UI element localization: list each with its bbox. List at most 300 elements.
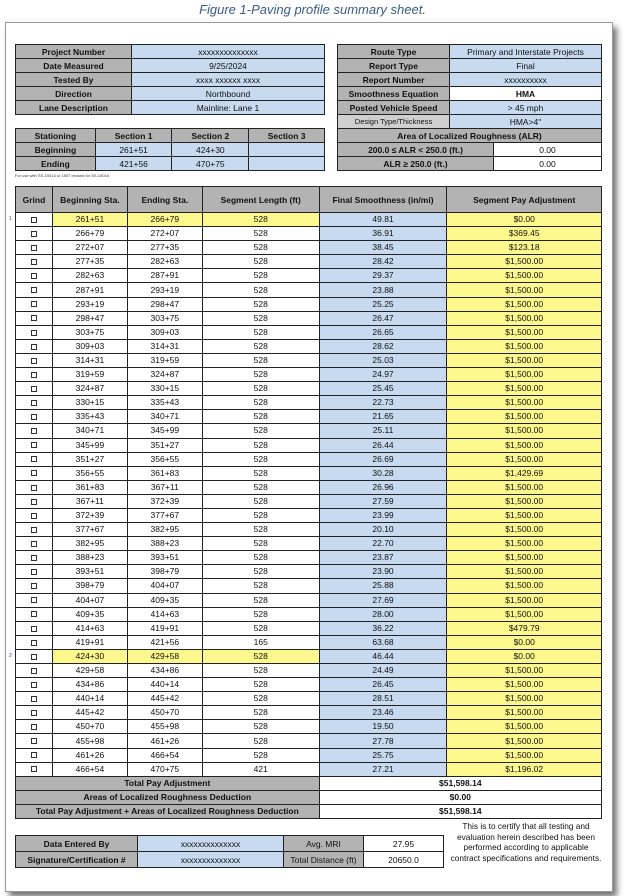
- grind-checkbox[interactable]: [31, 470, 37, 476]
- grind-checkbox[interactable]: [31, 315, 37, 321]
- final-smoothness: 23.87: [319, 551, 447, 565]
- grind-cell: [16, 452, 53, 466]
- project-info-table: [15, 44, 325, 115]
- ending-station: 361+83: [127, 466, 202, 480]
- beginning-station: 450+70: [52, 720, 127, 734]
- grind-cell: [16, 494, 53, 508]
- ending-station: 393+51: [127, 551, 202, 565]
- final-smoothness: 22.73: [319, 396, 447, 410]
- segment-row: [16, 269, 602, 283]
- segment-pay-adjustment: $1,500.00: [447, 325, 602, 339]
- grind-cell: [16, 621, 53, 635]
- final-smoothness: 24.49: [319, 664, 447, 678]
- beginning-station: 414+63: [52, 621, 127, 635]
- segment-length: 528: [202, 508, 319, 522]
- grind-cell: [16, 283, 53, 297]
- segment-length: 528: [202, 607, 319, 621]
- segment-pay-adjustment: $0.00: [447, 649, 602, 663]
- beginning-station: 440+14: [52, 692, 127, 706]
- segment-row: [16, 734, 602, 748]
- grind-checkbox[interactable]: [31, 640, 37, 646]
- beginning-station: 340+71: [52, 424, 127, 438]
- final-smoothness: 25.45: [319, 382, 447, 396]
- beginning-station: 429+58: [52, 664, 127, 678]
- segment-pay-adjustment: $1,196.02: [447, 762, 602, 776]
- totals-row: [16, 804, 602, 818]
- segment-length: 528: [202, 269, 319, 283]
- alr-range-label: 200.0 ≤ ALR < 250.0 (ft.): [338, 143, 494, 157]
- grind-cell: [16, 565, 53, 579]
- stationing-label: Ending: [16, 157, 96, 171]
- col-beginning-sta: Beginning Sta.: [52, 187, 127, 213]
- final-smoothness: 25.25: [319, 297, 447, 311]
- final-smoothness: 46.44: [319, 649, 447, 663]
- segment-length: 528: [202, 678, 319, 692]
- ending-station: 287+91: [127, 269, 202, 283]
- final-smoothness: 28.42: [319, 255, 447, 269]
- grind-cell: [16, 480, 53, 494]
- segment-row: [16, 368, 602, 382]
- segment-pay-adjustment: $1,500.00: [447, 678, 602, 692]
- totals-value: $51,598.14: [319, 776, 601, 790]
- grind-checkbox[interactable]: [31, 301, 37, 307]
- grind-cell: [16, 339, 53, 353]
- segment-length: 528: [202, 480, 319, 494]
- segment-pay-adjustment: $1,500.00: [447, 748, 602, 762]
- segment-length: 528: [202, 438, 319, 452]
- col-ending-sta: Ending Sta.: [127, 187, 202, 213]
- segment-row: [16, 438, 602, 452]
- beginning-station: 398+79: [52, 579, 127, 593]
- route-field-label: Route Type: [338, 45, 450, 59]
- segment-length: 528: [202, 537, 319, 551]
- spec-note: For use with SS-15013 or 1507 revised for SS-15016: [15, 173, 110, 178]
- segment-pay-adjustment: $1,429.69: [447, 466, 602, 480]
- grind-checkbox[interactable]: [31, 738, 37, 744]
- segment-pay-adjustment: $123.18: [447, 241, 602, 255]
- grind-checkbox[interactable]: [31, 217, 37, 223]
- grind-checkbox[interactable]: [31, 372, 37, 378]
- final-smoothness: 28.00: [319, 607, 447, 621]
- grind-checkbox[interactable]: [31, 344, 37, 350]
- ending-station: 314+31: [127, 339, 202, 353]
- segment-row: [16, 762, 602, 776]
- final-smoothness: 28.62: [319, 339, 447, 353]
- beginning-station: 287+91: [52, 283, 127, 297]
- alr-row: [338, 143, 602, 157]
- segment-row: [16, 593, 602, 607]
- segment-length: 421: [202, 762, 319, 776]
- route-row: [338, 59, 602, 73]
- final-smoothness: 26.96: [319, 480, 447, 494]
- final-smoothness: 36.91: [319, 227, 447, 241]
- ending-station: 303+75: [127, 311, 202, 325]
- project-row: [16, 45, 325, 59]
- alr-value: 0.00: [494, 143, 602, 157]
- beginning-station: 377+67: [52, 523, 127, 537]
- final-smoothness: 49.81: [319, 213, 447, 227]
- segment-length: 528: [202, 664, 319, 678]
- ending-station: 455+98: [127, 720, 202, 734]
- beginning-station: 393+51: [52, 565, 127, 579]
- segment-row: [16, 635, 602, 649]
- ending-station: 377+67: [127, 508, 202, 522]
- route-field-value: HMA: [450, 87, 602, 101]
- grind-checkbox[interactable]: [31, 654, 37, 660]
- grind-cell: [16, 410, 53, 424]
- grind-checkbox[interactable]: [31, 245, 37, 251]
- grind-checkbox[interactable]: [31, 752, 37, 758]
- ending-station: 330+15: [127, 382, 202, 396]
- figure-caption: Figure 1-Paving profile summary sheet.: [199, 2, 426, 17]
- ending-station: 293+19: [127, 283, 202, 297]
- segment-row: [16, 494, 602, 508]
- segment-length: 528: [202, 227, 319, 241]
- ending-station: 282+63: [127, 255, 202, 269]
- segment-row: [16, 297, 602, 311]
- grind-checkbox[interactable]: [31, 287, 37, 293]
- project-field-value: xxxx xxxxxx xxxx: [132, 73, 325, 87]
- grind-checkbox[interactable]: [31, 527, 37, 533]
- grind-cell: [16, 227, 53, 241]
- segment-pay-adjustment: $1,500.00: [447, 551, 602, 565]
- segment-row: [16, 382, 602, 396]
- segment-pay-adjustment: $1,500.00: [447, 480, 602, 494]
- grind-cell: [16, 706, 53, 720]
- final-smoothness: 25.11: [319, 424, 447, 438]
- final-smoothness: 25.88: [319, 579, 447, 593]
- grind-checkbox[interactable]: [31, 414, 37, 420]
- alr-row: [338, 157, 602, 171]
- grind-checkbox[interactable]: [31, 696, 37, 702]
- grind-checkbox[interactable]: [31, 668, 37, 674]
- final-smoothness: 27.59: [319, 494, 447, 508]
- ending-station: 398+79: [127, 565, 202, 579]
- segment-row: [16, 551, 602, 565]
- beginning-station: 434+86: [52, 678, 127, 692]
- segment-length: 528: [202, 396, 319, 410]
- segment-pay-adjustment: $1,500.00: [447, 353, 602, 367]
- grind-checkbox[interactable]: [31, 569, 37, 575]
- project-field-value: Mainline: Lane 1: [132, 101, 325, 115]
- ending-station: 298+47: [127, 297, 202, 311]
- ending-station: 309+03: [127, 325, 202, 339]
- grind-checkbox[interactable]: [31, 710, 37, 716]
- segment-pay-adjustment: $1,500.00: [447, 706, 602, 720]
- section-marker: 1: [9, 216, 12, 223]
- segment-length: 528: [202, 565, 319, 579]
- ending-station: 434+86: [127, 664, 202, 678]
- segment-pay-adjustment: $1,500.00: [447, 734, 602, 748]
- segment-pay-adjustment: $1,500.00: [447, 255, 602, 269]
- grind-checkbox[interactable]: [31, 442, 37, 448]
- ending-station: 388+23: [127, 537, 202, 551]
- ending-station: 461+26: [127, 734, 202, 748]
- route-row: [338, 115, 602, 129]
- grind-checkbox[interactable]: [31, 724, 37, 730]
- segment-row: [16, 720, 602, 734]
- grind-cell: [16, 382, 53, 396]
- final-smoothness: 27.69: [319, 593, 447, 607]
- segment-length: 528: [202, 466, 319, 480]
- certification-text: This is to certify that all testing and evaluation herein described has been performed according to applicable contract specifications and requirements.: [450, 821, 602, 863]
- beginning-station: 367+11: [52, 494, 127, 508]
- ending-station: 429+58: [127, 649, 202, 663]
- segment-length: 528: [202, 692, 319, 706]
- grind-checkbox[interactable]: [31, 386, 37, 392]
- grind-cell: [16, 255, 53, 269]
- grind-checkbox[interactable]: [31, 259, 37, 265]
- final-smoothness: 26.44: [319, 438, 447, 452]
- ending-station: 335+43: [127, 396, 202, 410]
- final-smoothness: 23.99: [319, 508, 447, 522]
- avg-mri-value: 27.95: [364, 836, 444, 852]
- ending-station: 404+07: [127, 579, 202, 593]
- segment-length: 528: [202, 311, 319, 325]
- route-row: [338, 73, 602, 87]
- grind-checkbox[interactable]: [31, 583, 37, 589]
- project-field-value: xxxxxxxxxxxxxx: [132, 45, 325, 59]
- segment-pay-adjustment: $1,500.00: [447, 382, 602, 396]
- section-3-station: [249, 157, 325, 171]
- grind-checkbox[interactable]: [31, 555, 37, 561]
- segment-pay-adjustment: $1,500.00: [447, 452, 602, 466]
- segment-length: 528: [202, 452, 319, 466]
- segment-length: 528: [202, 241, 319, 255]
- beginning-station: 455+98: [52, 734, 127, 748]
- segment-length: 165: [202, 635, 319, 649]
- grind-checkbox[interactable]: [31, 611, 37, 617]
- segment-row: [16, 255, 602, 269]
- segment-pay-adjustment: $1,500.00: [447, 523, 602, 537]
- segment-row: [16, 565, 602, 579]
- segment-row: [16, 748, 602, 762]
- route-field-label: Report Number: [338, 73, 450, 87]
- section-2-header: Section 2: [172, 129, 249, 143]
- segment-pay-adjustment: $1,500.00: [447, 283, 602, 297]
- route-field-label: Report Type: [338, 59, 450, 73]
- beginning-station: 319+59: [52, 368, 127, 382]
- segment-length: 528: [202, 494, 319, 508]
- ending-station: 409+35: [127, 593, 202, 607]
- segment-row: [16, 523, 602, 537]
- col-grind: Grind: [16, 187, 53, 213]
- segment-row: [16, 325, 602, 339]
- grind-cell: [16, 311, 53, 325]
- segment-length: 528: [202, 649, 319, 663]
- ending-station: 351+27: [127, 438, 202, 452]
- beginning-station: 445+42: [52, 706, 127, 720]
- beginning-station: 356+55: [52, 466, 127, 480]
- grind-checkbox[interactable]: [31, 499, 37, 505]
- segment-row: [16, 213, 602, 227]
- final-smoothness: 24.97: [319, 368, 447, 382]
- final-smoothness: 36.22: [319, 621, 447, 635]
- final-smoothness: 21.65: [319, 410, 447, 424]
- grind-cell: [16, 664, 53, 678]
- grind-cell: [16, 593, 53, 607]
- grind-checkbox[interactable]: [31, 513, 37, 519]
- ending-station: 445+42: [127, 692, 202, 706]
- beginning-station: 261+51: [52, 213, 127, 227]
- totals-label: Total Pay Adjustment + Areas of Localized Roughness Deduction: [16, 804, 320, 818]
- project-field-value: 9/25/2024: [132, 59, 325, 73]
- segment-length: 528: [202, 593, 319, 607]
- segment-length: 528: [202, 382, 319, 396]
- route-field-label: Posted Vehicle Speed: [338, 101, 450, 115]
- totals-value: $0.00: [319, 790, 601, 804]
- segment-pay-adjustment: $1,500.00: [447, 607, 602, 621]
- stationing-row: [16, 157, 325, 171]
- totals-row: [16, 790, 602, 804]
- grind-cell: [16, 635, 53, 649]
- data-entered-value: xxxxxxxxxxxxxx: [138, 836, 284, 852]
- segment-length: 528: [202, 297, 319, 311]
- project-row: [16, 59, 325, 73]
- segment-length: 528: [202, 523, 319, 537]
- beginning-station: 335+43: [52, 410, 127, 424]
- grind-cell: [16, 438, 53, 452]
- segment-row: [16, 241, 602, 255]
- grind-checkbox[interactable]: [31, 358, 37, 364]
- beginning-station: 324+87: [52, 382, 127, 396]
- signature-label: Signature/Certification #: [16, 852, 138, 868]
- final-smoothness: 25.03: [319, 353, 447, 367]
- segment-pay-adjustment: $1,500.00: [447, 692, 602, 706]
- grind-checkbox[interactable]: [31, 456, 37, 462]
- beginning-station: 303+75: [52, 325, 127, 339]
- beginning-station: 382+95: [52, 537, 127, 551]
- final-smoothness: 19.50: [319, 720, 447, 734]
- route-field-label: Design Type/Thickness: [338, 115, 450, 129]
- segment-length: 528: [202, 720, 319, 734]
- segment-pay-adjustment: $1,500.00: [447, 720, 602, 734]
- grind-checkbox[interactable]: [31, 766, 37, 772]
- project-field-label: Tested By: [16, 73, 132, 87]
- segment-row: [16, 339, 602, 353]
- beginning-station: 298+47: [52, 311, 127, 325]
- project-field-label: Lane Description: [16, 101, 132, 115]
- ending-station: 421+56: [127, 635, 202, 649]
- route-row: [338, 45, 602, 59]
- grind-checkbox[interactable]: [31, 682, 37, 688]
- final-smoothness: 25.75: [319, 748, 447, 762]
- segment-row: [16, 537, 602, 551]
- segment-pay-adjustment: $1,500.00: [447, 494, 602, 508]
- alr-table: [337, 128, 602, 171]
- grind-cell: [16, 241, 53, 255]
- final-smoothness: 28.51: [319, 692, 447, 706]
- project-field-label: Date Measured: [16, 59, 132, 73]
- final-smoothness: 26.47: [319, 311, 447, 325]
- project-field-label: Direction: [16, 87, 132, 101]
- segment-table: [9, 186, 602, 819]
- grind-checkbox[interactable]: [31, 428, 37, 434]
- grind-checkbox[interactable]: [31, 400, 37, 406]
- grind-checkbox[interactable]: [31, 231, 37, 237]
- segment-length: 528: [202, 255, 319, 269]
- grind-cell: [16, 692, 53, 706]
- final-smoothness: 23.90: [319, 565, 447, 579]
- segment-pay-adjustment: $1,500.00: [447, 339, 602, 353]
- section-1-station: 261+51: [95, 143, 172, 157]
- grind-cell: [9, 213, 53, 227]
- segment-row: [16, 452, 602, 466]
- grind-cell: [16, 607, 53, 621]
- final-smoothness: 30.28: [319, 466, 447, 480]
- final-smoothness: 26.69: [319, 452, 447, 466]
- grind-cell: [16, 353, 53, 367]
- ending-station: 382+95: [127, 523, 202, 537]
- segment-row: [16, 283, 602, 297]
- segment-pay-adjustment: $1,500.00: [447, 410, 602, 424]
- signature-value: xxxxxxxxxxxxxx: [138, 852, 284, 868]
- beginning-station: 282+63: [52, 269, 127, 283]
- grind-cell: [16, 734, 53, 748]
- final-smoothness: 23.46: [319, 706, 447, 720]
- project-field-label: Project Number: [16, 45, 132, 59]
- grind-cell: [9, 649, 53, 663]
- alr-range-label: ALR ≥ 250.0 (ft.): [338, 157, 494, 171]
- data-entered-label: Data Entered By: [16, 836, 138, 852]
- segment-pay-adjustment: $0.00: [447, 213, 602, 227]
- segment-pay-adjustment: $1,500.00: [447, 664, 602, 678]
- segment-pay-adjustment: $1,500.00: [447, 537, 602, 551]
- grind-checkbox[interactable]: [31, 626, 37, 632]
- final-smoothness: 29.37: [319, 269, 447, 283]
- final-smoothness: 63.68: [319, 635, 447, 649]
- segment-pay-adjustment: $1,500.00: [447, 269, 602, 283]
- total-distance-label: Total Distance (ft): [284, 852, 364, 868]
- segment-pay-adjustment: $369.45: [447, 227, 602, 241]
- stationing-table: [15, 128, 325, 171]
- beginning-station: 372+39: [52, 508, 127, 522]
- segment-length: 528: [202, 579, 319, 593]
- segment-row: [16, 621, 602, 635]
- beginning-station: 266+79: [52, 227, 127, 241]
- segment-length: 528: [202, 551, 319, 565]
- ending-station: 367+11: [127, 480, 202, 494]
- final-smoothness: 20.10: [319, 523, 447, 537]
- project-row: [16, 101, 325, 115]
- col-segment-length: Segment Length (ft): [202, 187, 319, 213]
- ending-station: 266+79: [127, 213, 202, 227]
- grind-cell: [16, 424, 53, 438]
- grind-checkbox[interactable]: [31, 273, 37, 279]
- grind-checkbox[interactable]: [31, 485, 37, 491]
- segment-row: [16, 508, 602, 522]
- grind-cell: [16, 269, 53, 283]
- grind-cell: [16, 508, 53, 522]
- grind-checkbox[interactable]: [31, 330, 37, 336]
- segment-pay-adjustment: $1,500.00: [447, 565, 602, 579]
- segment-length: 528: [202, 353, 319, 367]
- grind-checkbox[interactable]: [31, 597, 37, 603]
- ending-station: 372+39: [127, 494, 202, 508]
- col-segment-pay: Segment Pay Adjustment: [447, 187, 602, 213]
- beginning-station: 419+91: [52, 635, 127, 649]
- segment-row: [16, 396, 602, 410]
- avg-mri-label: Avg. MRI: [284, 836, 364, 852]
- total-distance-value: 20650.0: [364, 852, 444, 868]
- segment-length: 528: [202, 325, 319, 339]
- ending-station: 340+71: [127, 410, 202, 424]
- segment-row: [16, 664, 602, 678]
- route-row: [338, 87, 602, 101]
- route-field-value: > 45 mph: [450, 101, 602, 115]
- grind-checkbox[interactable]: [31, 541, 37, 547]
- beginning-station: 461+26: [52, 748, 127, 762]
